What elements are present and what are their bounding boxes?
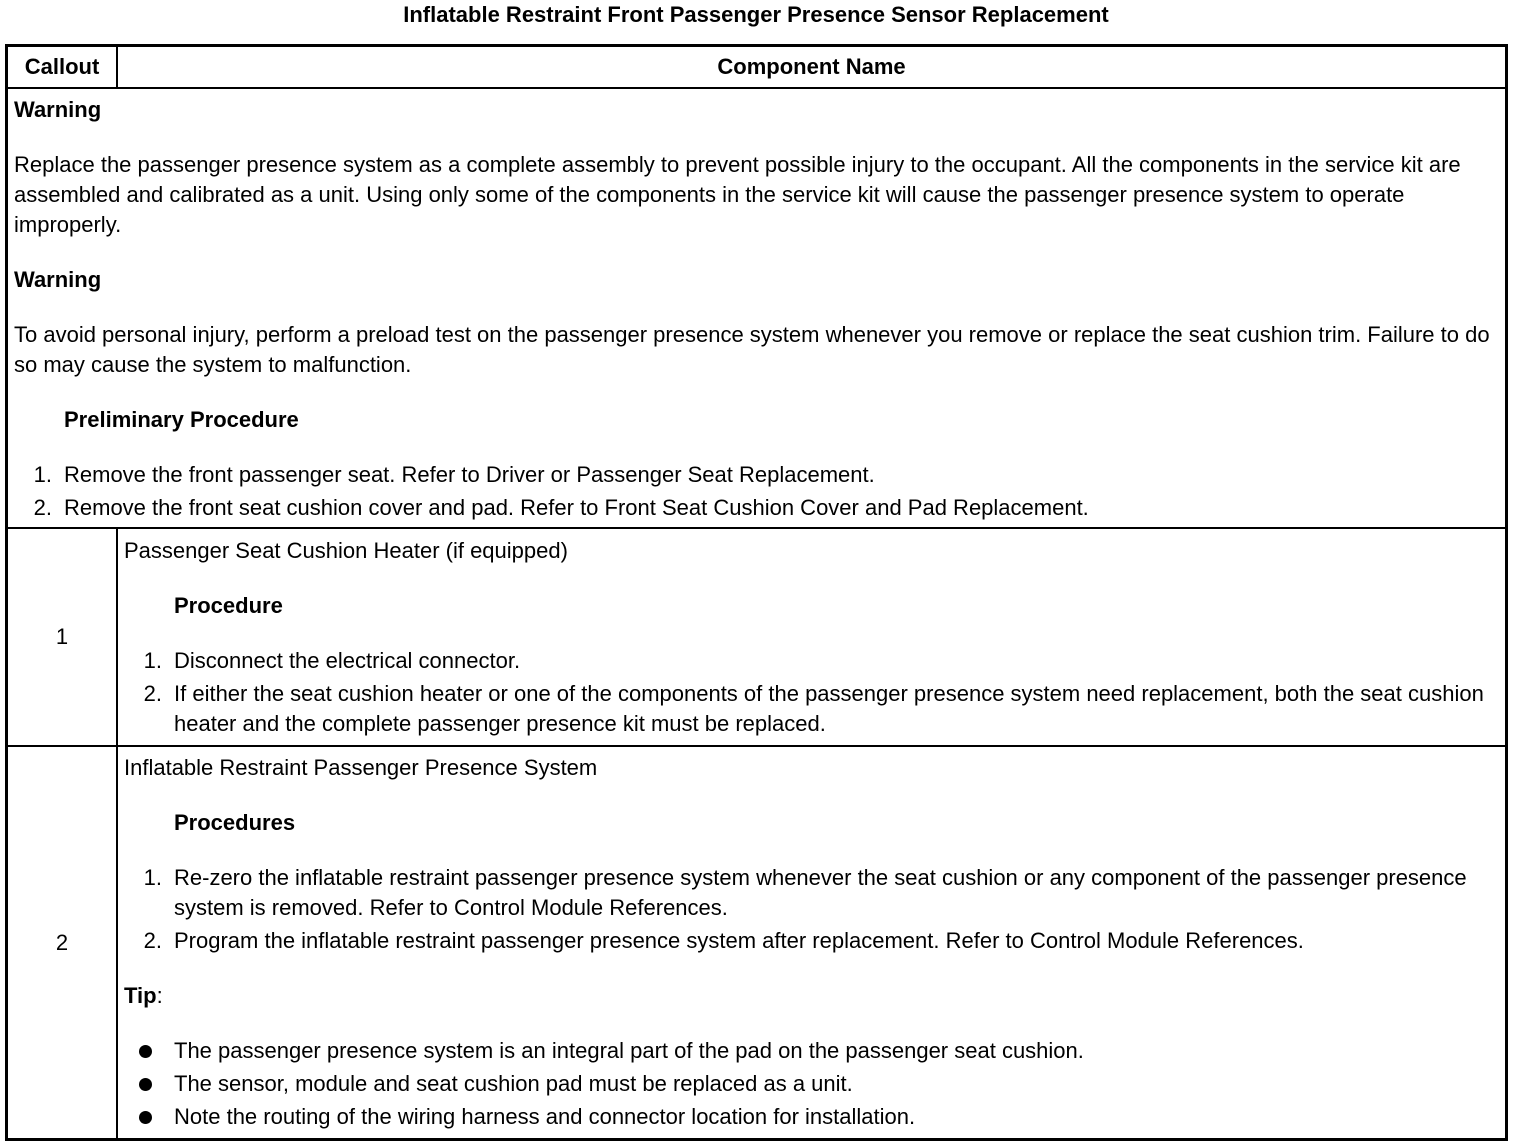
table-header-row xyxy=(7,46,1507,89)
tip-label: Tip xyxy=(124,983,157,1008)
step-number: 1. xyxy=(143,648,162,673)
callout-number: 1 xyxy=(7,528,118,746)
component-name: Passenger Seat Cushion Heater (if equipped) xyxy=(124,538,568,563)
bullet-icon xyxy=(139,1045,152,1058)
step-number: 2. xyxy=(143,681,162,706)
step-number: 2. xyxy=(33,495,52,520)
step-number: 2. xyxy=(143,928,162,953)
procedure-heading: Procedures xyxy=(174,810,296,835)
list-item xyxy=(124,926,1497,956)
list-item xyxy=(124,679,1497,739)
list-item xyxy=(124,1036,1497,1066)
step-text: Program the inflatable restraint passenger presence system after replacement. Refer to Control Module References. xyxy=(174,928,1304,953)
procedure-heading: Procedure xyxy=(174,593,283,618)
tip-colon: : xyxy=(156,983,163,1008)
warning-text: Replace the passenger presence system as a complete assembly to prevent possible injury to the occupant. All the components in the service kit are assembled and calibrated as a unit. Using only some of the components in the service kit will cause the passenger presence system to operate improperly. xyxy=(14,152,1461,237)
list-item xyxy=(14,493,1497,523)
bullet-icon xyxy=(139,1078,152,1091)
procedure-steps xyxy=(124,646,1497,739)
list-item xyxy=(124,1069,1497,1099)
step-text: If either the seat cushion heater or one of the components of the passenger presence system need replacement, both the seat cushion heater and the complete passenger presence kit must be replaced. xyxy=(174,681,1484,736)
bullet-icon xyxy=(139,1111,152,1124)
component-name: Inflatable Restraint Passenger Presence System xyxy=(124,755,598,780)
table-row xyxy=(7,746,1507,1140)
list-item xyxy=(124,1102,1497,1132)
header-component-name: Component Name xyxy=(117,46,1507,89)
step-number: 1. xyxy=(33,462,52,487)
warning-text: To avoid personal injury, perform a preload test on the passenger presence system whenever you remove or replace the seat cushion trim. Failure to do so may cause the system to malfunction. xyxy=(14,322,1490,377)
warning-label: Warning xyxy=(14,97,102,122)
document-title: Inflatable Restraint Front Passenger Presence Sensor Replacement xyxy=(403,2,1109,27)
tip-text: Note the routing of the wiring harness and connector location for installation. xyxy=(174,1104,916,1129)
step-number: 1. xyxy=(143,865,162,890)
tip-text: The sensor, module and seat cushion pad must be replaced as a unit. xyxy=(174,1071,853,1096)
step-text: Remove the front passenger seat. Refer to Driver or Passenger Seat Replacement. xyxy=(64,462,875,487)
intro-row xyxy=(7,88,1507,528)
header-callout: Callout xyxy=(7,46,118,89)
preliminary-procedure-heading: Preliminary Procedure xyxy=(64,407,299,432)
callout-number: 2 xyxy=(7,746,118,1140)
warning-label: Warning xyxy=(14,267,102,292)
list-item xyxy=(14,460,1497,490)
list-item xyxy=(124,646,1497,676)
preliminary-steps xyxy=(14,460,1497,523)
step-text: Re-zero the inflatable restraint passenger presence system whenever the seat cushion or any component of the passenger presence system is removed. Refer to Control Module References. xyxy=(174,865,1467,920)
step-text: Disconnect the electrical connector. xyxy=(174,648,521,673)
step-text: Remove the front seat cushion cover and pad. Refer to Front Seat Cushion Cover and Pad Replacement. xyxy=(64,495,1089,520)
list-item xyxy=(124,863,1497,923)
tip-text: The passenger presence system is an integral part of the pad on the passenger seat cushion. xyxy=(174,1038,1084,1063)
tip-heading xyxy=(124,981,1497,1011)
tip-list xyxy=(124,1036,1497,1132)
procedure-steps xyxy=(124,863,1497,956)
component-table xyxy=(5,44,1508,1141)
table-row xyxy=(7,528,1507,746)
